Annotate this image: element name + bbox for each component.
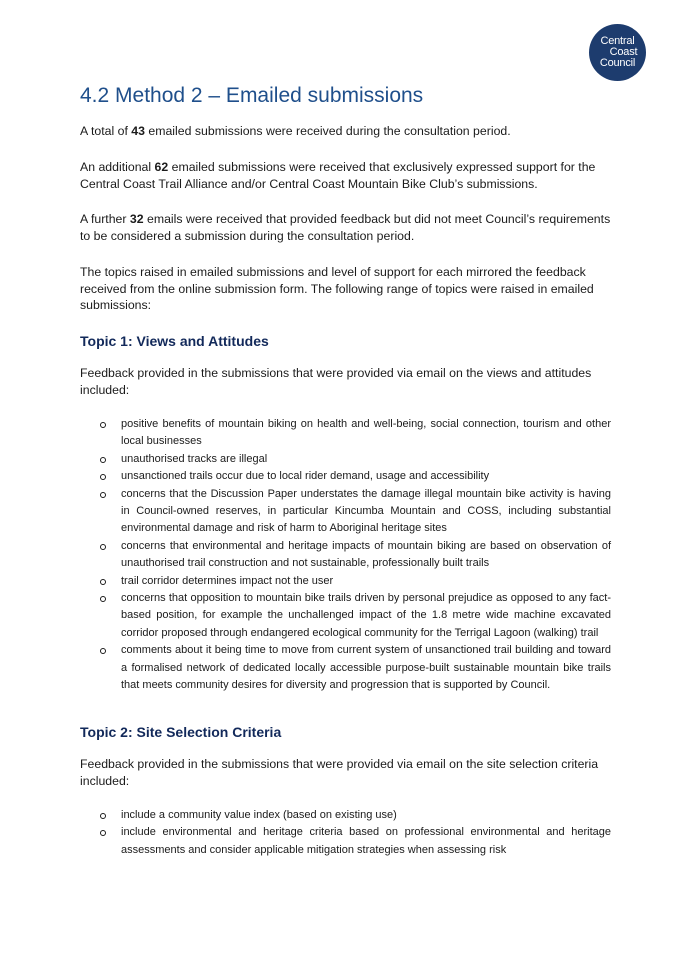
text: emailed submissions were received during the consultation period. bbox=[144, 124, 511, 138]
list-item: comments about it being time to move from current system of unsanctioned trail building and toward a formalised network of dedicated locally accessible purpose-built sustainable mountain bike trails that meets community desires for diversity and progression that is supported by Council. bbox=[98, 642, 611, 694]
list-item: concerns that opposition to mountain bike trails driven by personal prejudice as opposed to any fact-based position, for example the unchallenged impact of the 1.8 metre wide machine excavated corridor proposed through endangered ecological community for the Terrigal Lagoon (walking) trail bbox=[98, 590, 611, 642]
council-logo bbox=[589, 24, 646, 81]
topic-1-list bbox=[98, 416, 611, 695]
paragraph-total bbox=[80, 123, 620, 140]
topic-1-heading: Topic 1: Views and Attitudes bbox=[80, 333, 269, 349]
list-item: concerns that the Discussion Paper understates the damage illegal mountain bike activity is having in Council-owned reserves, in particular Kincumba Mountain and COSS, including substantial environmental damage and risk of harm to Aboriginal heritage sites bbox=[98, 486, 611, 538]
paragraph-topics: The topics raised in emailed submissions and level of support for each mirrored the feedback received from the online submission form. The following range of topics were raised in emailed submissions: bbox=[80, 265, 594, 313]
list-item: include environmental and heritage criteria based on professional environmental and heritage assessments and consider applicable mitigation strategies when assessing risk bbox=[98, 824, 611, 859]
list-item: include a community value index (based on existing use) bbox=[98, 807, 611, 824]
text: An additional bbox=[80, 160, 155, 174]
list-item: unauthorised tracks are illegal bbox=[98, 451, 611, 468]
list-item: trail corridor determines impact not the user bbox=[98, 573, 611, 590]
paragraph-additional bbox=[80, 159, 620, 192]
count-additional: 62 bbox=[154, 160, 169, 174]
list-item: unsanctioned trails occur due to local rider demand, usage and accessibility bbox=[98, 468, 611, 485]
topic-2-intro: Feedback provided in the submissions that were provided via email on the site selection criteria included: bbox=[80, 757, 599, 788]
section-heading: 4.2 Method 2 – Emailed submissions bbox=[80, 84, 424, 107]
list-item: positive benefits of mountain biking on health and well-being, social connection, tourism and other local businesses bbox=[98, 416, 611, 451]
topic-2-heading: Topic 2: Site Selection Criteria bbox=[80, 724, 282, 740]
paragraph-further bbox=[80, 211, 620, 244]
topic-2-list bbox=[98, 807, 611, 859]
text: A total of bbox=[80, 124, 132, 138]
text: emailed submissions were received that exclusively expressed support for the Central Coast Trail Alliance and/or Central Coast Mountain Bike Club’s submissions. bbox=[80, 160, 596, 191]
logo-line-1: Central bbox=[600, 35, 635, 47]
logo-line-3: Council bbox=[599, 57, 636, 69]
topic-1-intro: Feedback provided in the submissions that were provided via email on the views and attitudes included: bbox=[80, 366, 592, 397]
logo-line-2: Coast bbox=[609, 46, 638, 58]
list-item: concerns that environmental and heritage impacts of mountain biking are based on observation of unauthorised trail construction and not sustainable, professionally built trails bbox=[98, 538, 611, 573]
text: emails were received that provided feedback but did not meet Council’s requirements to be considered a submission during the consultation period. bbox=[80, 212, 611, 243]
count-further: 32 bbox=[129, 212, 144, 226]
text: A further bbox=[80, 212, 130, 226]
count-total: 43 bbox=[131, 124, 145, 138]
